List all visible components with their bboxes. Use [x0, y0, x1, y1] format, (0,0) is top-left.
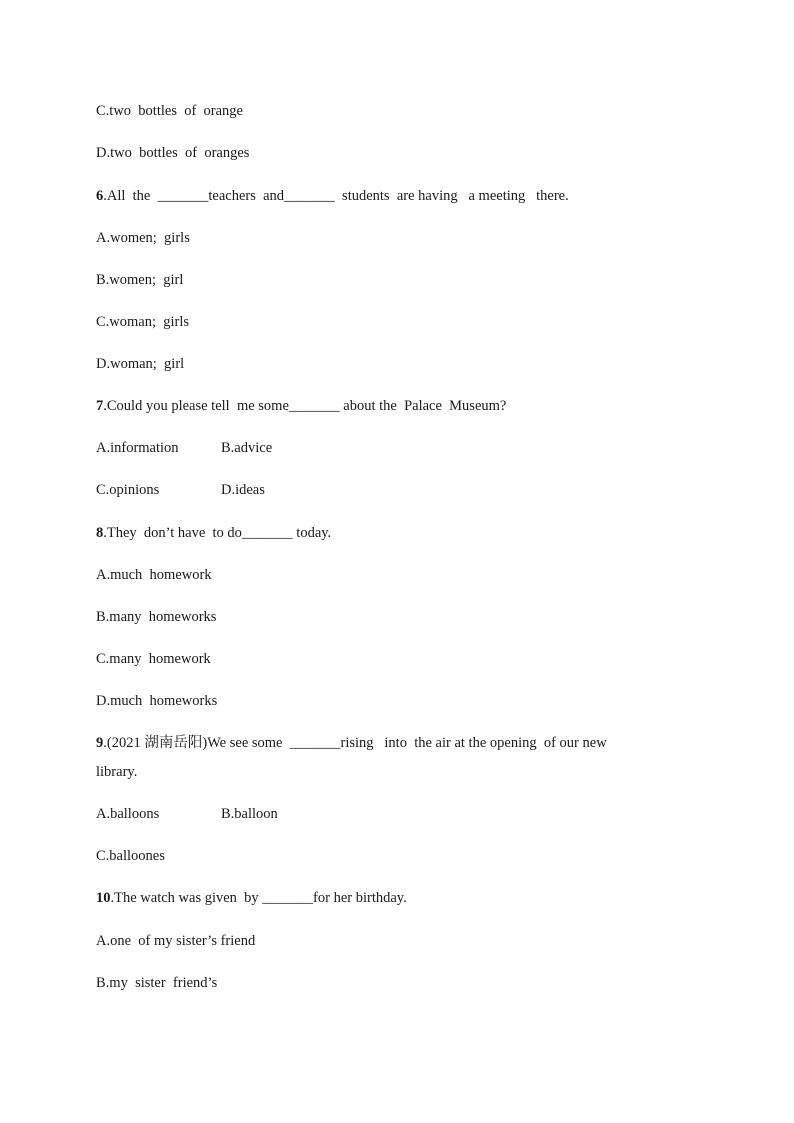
q6-number: 6: [96, 188, 104, 204]
q9-option-b: B.balloon: [221, 806, 278, 822]
q7-stem: [96, 396, 506, 416]
q6-option-b: B.women; girl: [96, 272, 184, 288]
q10-stem-text: .The watch was given by _______for her birthday.: [110, 890, 407, 906]
q7-option-a: A.information: [96, 440, 179, 456]
q9-stem-continued: library.: [96, 764, 138, 780]
q5-option-d: D.two bottles of oranges: [96, 145, 250, 161]
q6-option-d: D.woman; girl: [96, 356, 185, 372]
q8-option-b: B.many homeworks: [96, 609, 217, 625]
q8-option-a: A.much homework: [96, 567, 212, 583]
q6-option-a: A.women; girls: [96, 230, 190, 246]
q6-stem-text: .All the _______teachers and_______ students are having a meeting there.: [103, 188, 569, 204]
q9-number: 9: [96, 735, 104, 751]
q9-stem-text: .(2021 湖南岳阳)We see some _______rising into the air at the opening of our new: [103, 735, 607, 751]
q6-stem: [96, 186, 569, 206]
q8-stem-text: .They don’t have to do_______ today.: [103, 525, 332, 541]
q5-option-c: C.two bottles of orange: [96, 103, 243, 119]
q8-stem: [96, 523, 331, 543]
q7-number: 7: [96, 398, 104, 414]
q10-option-a: A.one of my sister’s friend: [96, 933, 256, 949]
q9-stem: [96, 733, 607, 753]
q7-option-d: D.ideas: [221, 482, 265, 498]
q9-option-a: A.balloons: [96, 806, 160, 822]
q8-option-c: C.many homework: [96, 651, 211, 667]
q7-stem-text: .Could you please tell me some_______ about the Palace Museum?: [103, 398, 507, 414]
q10-option-b: B.my sister friend’s: [96, 975, 218, 991]
q7-option-c: C.opinions: [96, 482, 160, 498]
q6-option-c: C.woman; girls: [96, 314, 190, 330]
q10-stem: [96, 888, 407, 908]
q10-number: 10: [96, 890, 111, 906]
q8-number: 8: [96, 525, 104, 541]
q7-option-b: B.advice: [221, 440, 273, 456]
q9-option-c: C.balloones: [96, 848, 165, 864]
q8-option-d: D.much homeworks: [96, 693, 218, 709]
